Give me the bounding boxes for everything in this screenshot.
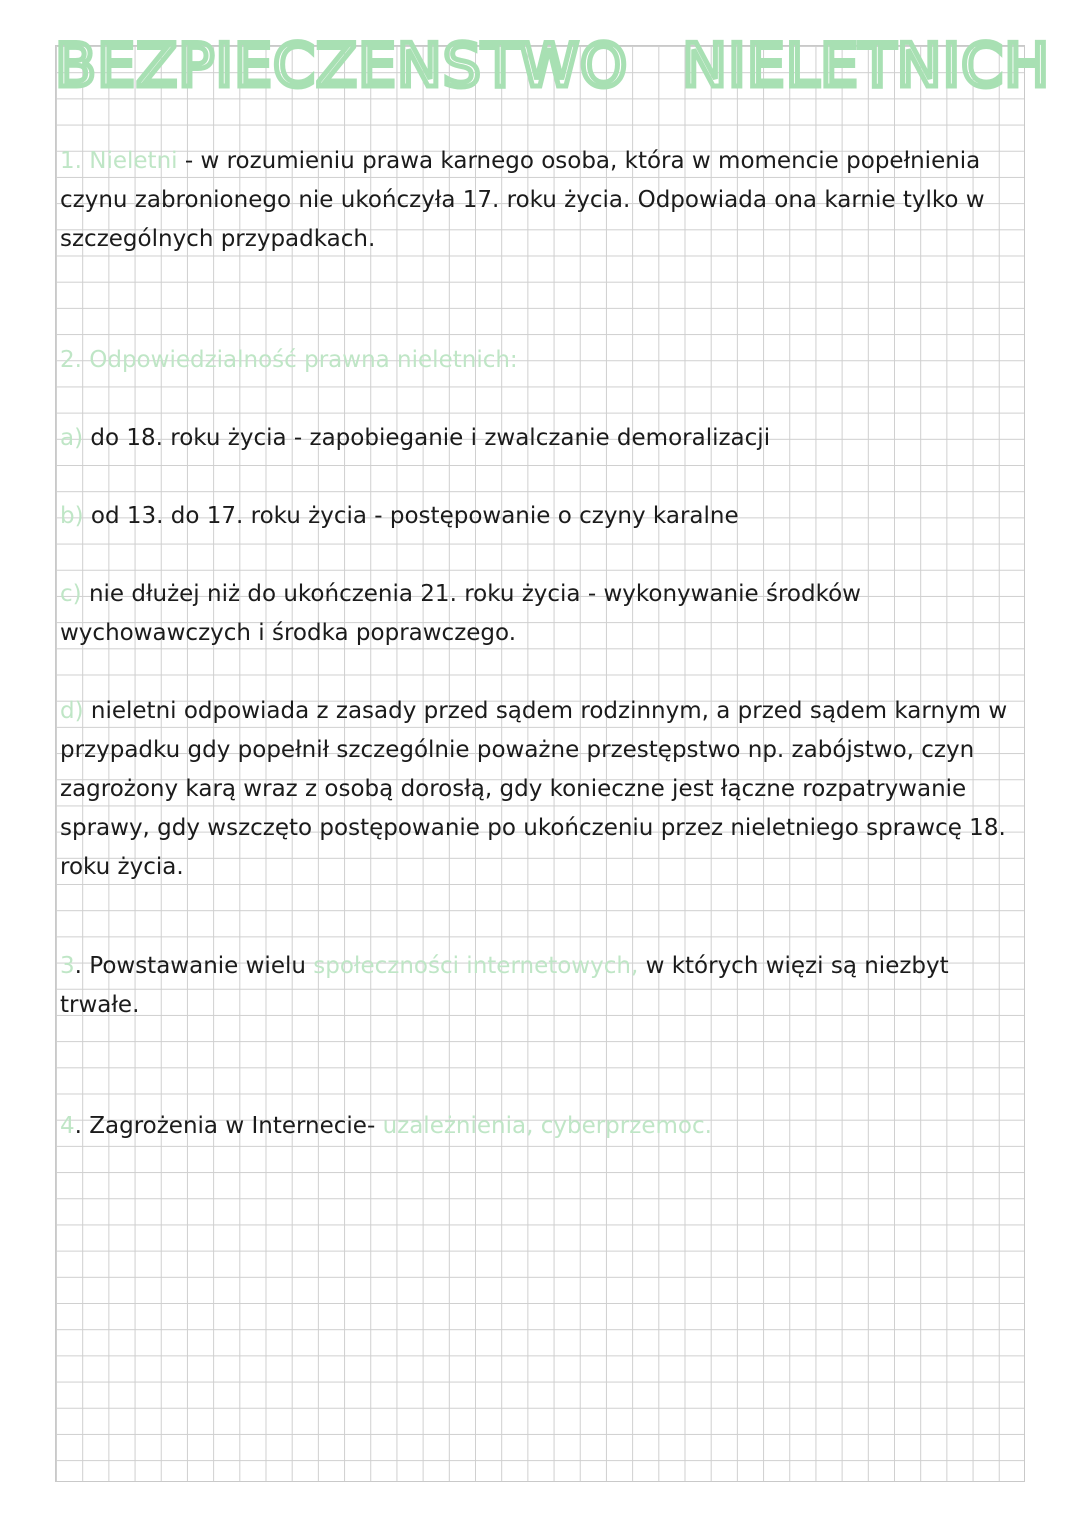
notes-body [60,142,1022,1146]
threats-text: . Zagrożenia w Internecie- [74,1113,376,1139]
threats-highlight: uzależnienia, cyberprzemoc. [382,1113,712,1139]
responsibility-item-b [60,497,1022,536]
communities-highlight: społeczności internetowych, [313,953,639,979]
item-marker: b) [60,503,84,529]
item-text: nie dłużej niż do ukończenia 21. roku życia - wykonywanie środków wychowawczych i środka poprawczego. [60,581,861,646]
definition-paragraph [60,142,1022,259]
spacer [60,1025,1022,1107]
definition-number: 1. [60,148,82,174]
responsibility-item-d [60,692,1022,887]
spacer [60,259,1022,341]
item-text: od 13. do 17. roku życia - postępowanie o czyny karalne [90,503,739,529]
responsibility-item-a [60,419,1022,458]
item-text: nieletni odpowiada z zasady przed sądem rodzinnym, a przed sądem karnym w przypadku gdy popełnił szczególnie poważne przestępstwo np. zabójstwo, czyn zagrożony karą wraz z osobą dorosłą, gdy konieczne jest łączne rozpatrywanie sprawy, gdy wszczęto postępowanie po ukończeniu przez nieletniego sprawcę 18. roku życia. [60,698,1008,880]
spacer [60,887,1022,947]
communities-text-before: . Powstawanie wielu [74,953,306,979]
definition-term: Nieletni [89,148,178,174]
threats-paragraph [60,1107,1022,1146]
spacer [60,536,1022,575]
communities-text-after: w których więzi są niezbyt trwałe. [60,953,949,1018]
communities-paragraph [60,947,1022,1025]
threats-number: 4 [60,1113,75,1139]
spacer [60,458,1022,497]
responsibility-item-c [60,575,1022,653]
item-text: do 18. roku życia - zapobieganie i zwalczanie demoralizacji [90,425,771,451]
communities-number: 3 [60,953,75,979]
spacer [60,380,1022,419]
responsibility-heading: 2. Odpowiedzialność prawna nieletnich: [60,347,518,373]
definition-text: - w rozumieniu prawa karnego osoba, która w momencie popełnienia czynu zabronionego nie ukończyła 17. roku życia. Odpowiada ona karnie tylko w szczególnych przypadkach. [60,148,985,252]
spacer [60,653,1022,692]
item-marker: c) [60,581,82,607]
item-marker: a) [60,425,84,451]
page-title: BEZPIECZENSTWO NIELETNICH [55,31,1051,101]
item-marker: d) [60,698,84,724]
